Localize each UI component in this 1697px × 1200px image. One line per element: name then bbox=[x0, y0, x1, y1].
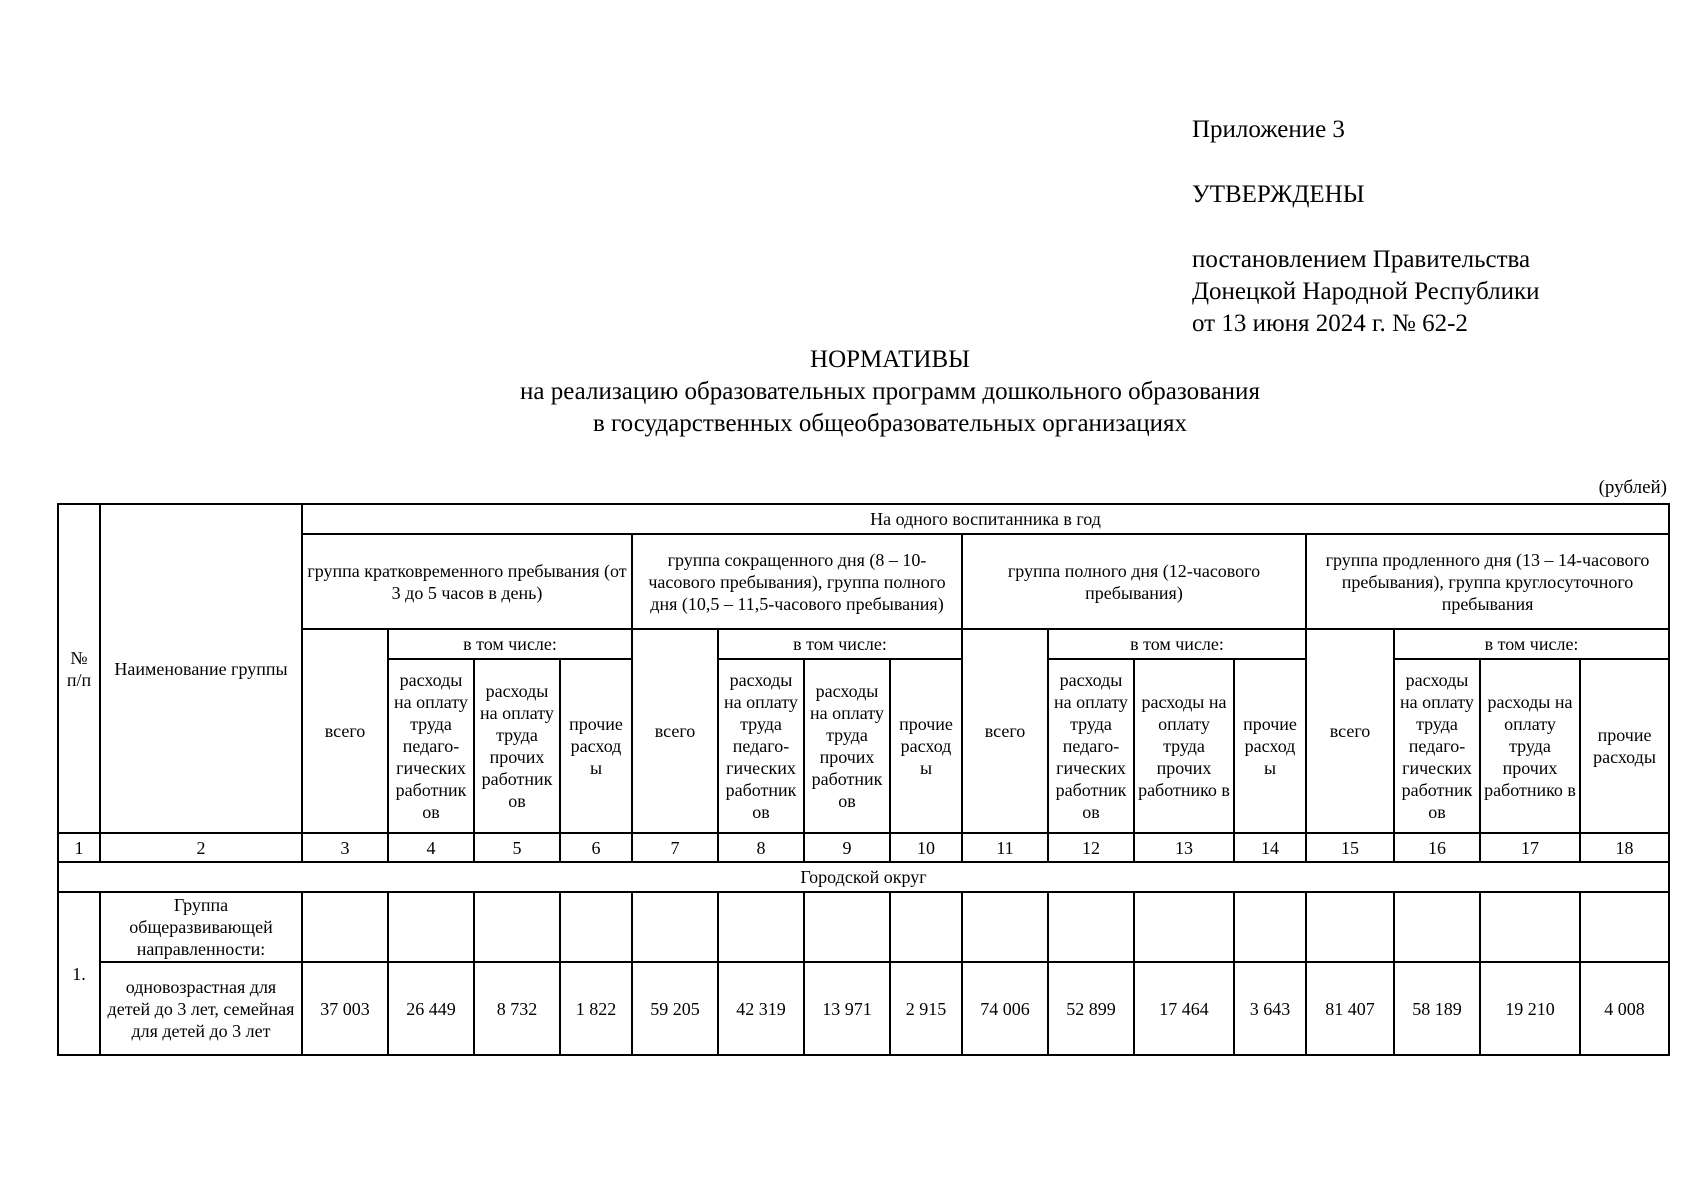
value-cell: 26 449 bbox=[388, 962, 474, 1055]
header-group-short-stay: группа кратковременного пребывания (от 3 до 5 часов в день) bbox=[302, 534, 632, 629]
column-number: 3 bbox=[302, 833, 388, 862]
title-line: в государственных общеобразовательных организациях bbox=[592, 410, 1188, 437]
column-number: 8 bbox=[718, 833, 804, 862]
value-cell: 58 189 bbox=[1394, 962, 1480, 1055]
header-group-reduced-day: группа сокращенного дня (8 – 10-часового пребывания), группа полного дня (10,5 – 11,5-часового пребывания) bbox=[632, 534, 962, 629]
value-cell: 8 732 bbox=[474, 962, 560, 1055]
header-staff-salary: расходы на оплату труда прочих работнико в bbox=[1134, 659, 1234, 833]
header-total: всего bbox=[1306, 629, 1394, 833]
header-total: всего bbox=[302, 629, 388, 833]
column-number: 13 bbox=[1134, 833, 1234, 862]
header-total: всего bbox=[632, 629, 718, 833]
appendix-label: Приложение 3 bbox=[1192, 116, 1345, 143]
value-cell: 2 915 bbox=[890, 962, 962, 1055]
column-number: 10 bbox=[890, 833, 962, 862]
section-row bbox=[58, 862, 1669, 892]
value-cell: 52 899 bbox=[1048, 962, 1134, 1055]
column-number: 9 bbox=[804, 833, 890, 862]
column-number: 1 bbox=[58, 833, 100, 862]
column-number: 14 bbox=[1234, 833, 1306, 862]
header-staff-salary: расходы на оплату труда прочих работнико в bbox=[1480, 659, 1580, 833]
decree-line: постановлением Правительства bbox=[1192, 246, 1531, 273]
header-incl: в том числе: bbox=[1394, 629, 1669, 659]
value-cell: 81 407 bbox=[1306, 962, 1394, 1055]
approval-block bbox=[1192, 114, 1540, 340]
header-other-expenses: прочие расход ы bbox=[1234, 659, 1306, 833]
column-number: 18 bbox=[1580, 833, 1669, 862]
value-cell: 1 822 bbox=[560, 962, 632, 1055]
header-incl: в том числе: bbox=[718, 629, 962, 659]
column-number: 5 bbox=[474, 833, 560, 862]
header-per-pupil: На одного воспитанника в год bbox=[302, 504, 1669, 534]
approved-label: УТВЕРЖДЕНЫ bbox=[1192, 181, 1365, 208]
column-number: 4 bbox=[388, 833, 474, 862]
value-cell: 3 643 bbox=[1234, 962, 1306, 1055]
norms-table bbox=[57, 503, 1670, 1056]
column-number-row bbox=[58, 833, 1669, 862]
column-number: 6 bbox=[560, 833, 632, 862]
decree-line: Донецкой Народной Республики bbox=[1192, 278, 1540, 305]
value-cell: 19 210 bbox=[1480, 962, 1580, 1055]
table-row bbox=[58, 962, 1669, 1055]
section-title: Городской округ bbox=[58, 862, 1669, 892]
value-cell: 42 319 bbox=[718, 962, 804, 1055]
column-number: 16 bbox=[1394, 833, 1480, 862]
document-title bbox=[0, 344, 1697, 440]
header-num: № п/п bbox=[58, 504, 100, 833]
row-number: 1. bbox=[58, 892, 100, 1055]
value-cell: 59 205 bbox=[632, 962, 718, 1055]
header-ped-salary: расходы на оплату труда педаго-гических работник ов bbox=[1394, 659, 1480, 833]
header-other-expenses: прочие расход ы bbox=[560, 659, 632, 833]
column-number: 17 bbox=[1480, 833, 1580, 862]
decree-line: от 13 июня 2024 г. № 62-2 bbox=[1192, 310, 1468, 337]
header-name: Наименование группы bbox=[100, 504, 302, 833]
value-cell: 17 464 bbox=[1134, 962, 1234, 1055]
row-subgroup-name: одновозрастная для детей до 3 лет, семейная для детей до 3 лет bbox=[100, 962, 302, 1055]
header-staff-salary: расходы на оплату труда прочих работник ов bbox=[804, 659, 890, 833]
header-other-expenses: прочие расход ы bbox=[890, 659, 962, 833]
column-number: 11 bbox=[962, 833, 1048, 862]
header-ped-salary: расходы на оплату труда педаго-гических работник ов bbox=[388, 659, 474, 833]
header-other-expenses: прочие расходы bbox=[1580, 659, 1669, 833]
value-cell: 37 003 bbox=[302, 962, 388, 1055]
table-row bbox=[58, 892, 1669, 962]
title-line: на реализацию образовательных программ дошкольного образования bbox=[520, 378, 1260, 405]
value-cell: 74 006 bbox=[962, 962, 1048, 1055]
header-ped-salary: расходы на оплату труда педаго-гических работник ов bbox=[718, 659, 804, 833]
header-staff-salary: расходы на оплату труда прочих работник ов bbox=[474, 659, 560, 833]
column-number: 15 bbox=[1306, 833, 1394, 862]
header-group-extended-day: группа продленного дня (13 – 14-часового пребывания), группа круглосуточного пребывания bbox=[1306, 534, 1669, 629]
value-cell: 13 971 bbox=[804, 962, 890, 1055]
units-label: (рублей) bbox=[1598, 477, 1667, 498]
column-number: 7 bbox=[632, 833, 718, 862]
value-cell: 4 008 bbox=[1580, 962, 1669, 1055]
header-ped-salary: расходы на оплату труда педаго-гических работник ов bbox=[1048, 659, 1134, 833]
header-incl: в том числе: bbox=[388, 629, 632, 659]
column-number: 2 bbox=[100, 833, 302, 862]
title-heading: НОРМАТИВЫ bbox=[810, 346, 970, 373]
header-group-full-day: группа полного дня (12-часового пребывания) bbox=[962, 534, 1306, 629]
column-number: 12 bbox=[1048, 833, 1134, 862]
header-incl: в том числе: bbox=[1048, 629, 1306, 659]
header-total: всего bbox=[962, 629, 1048, 833]
row-group-name: Группа общеразвивающей направленности: bbox=[100, 892, 302, 962]
